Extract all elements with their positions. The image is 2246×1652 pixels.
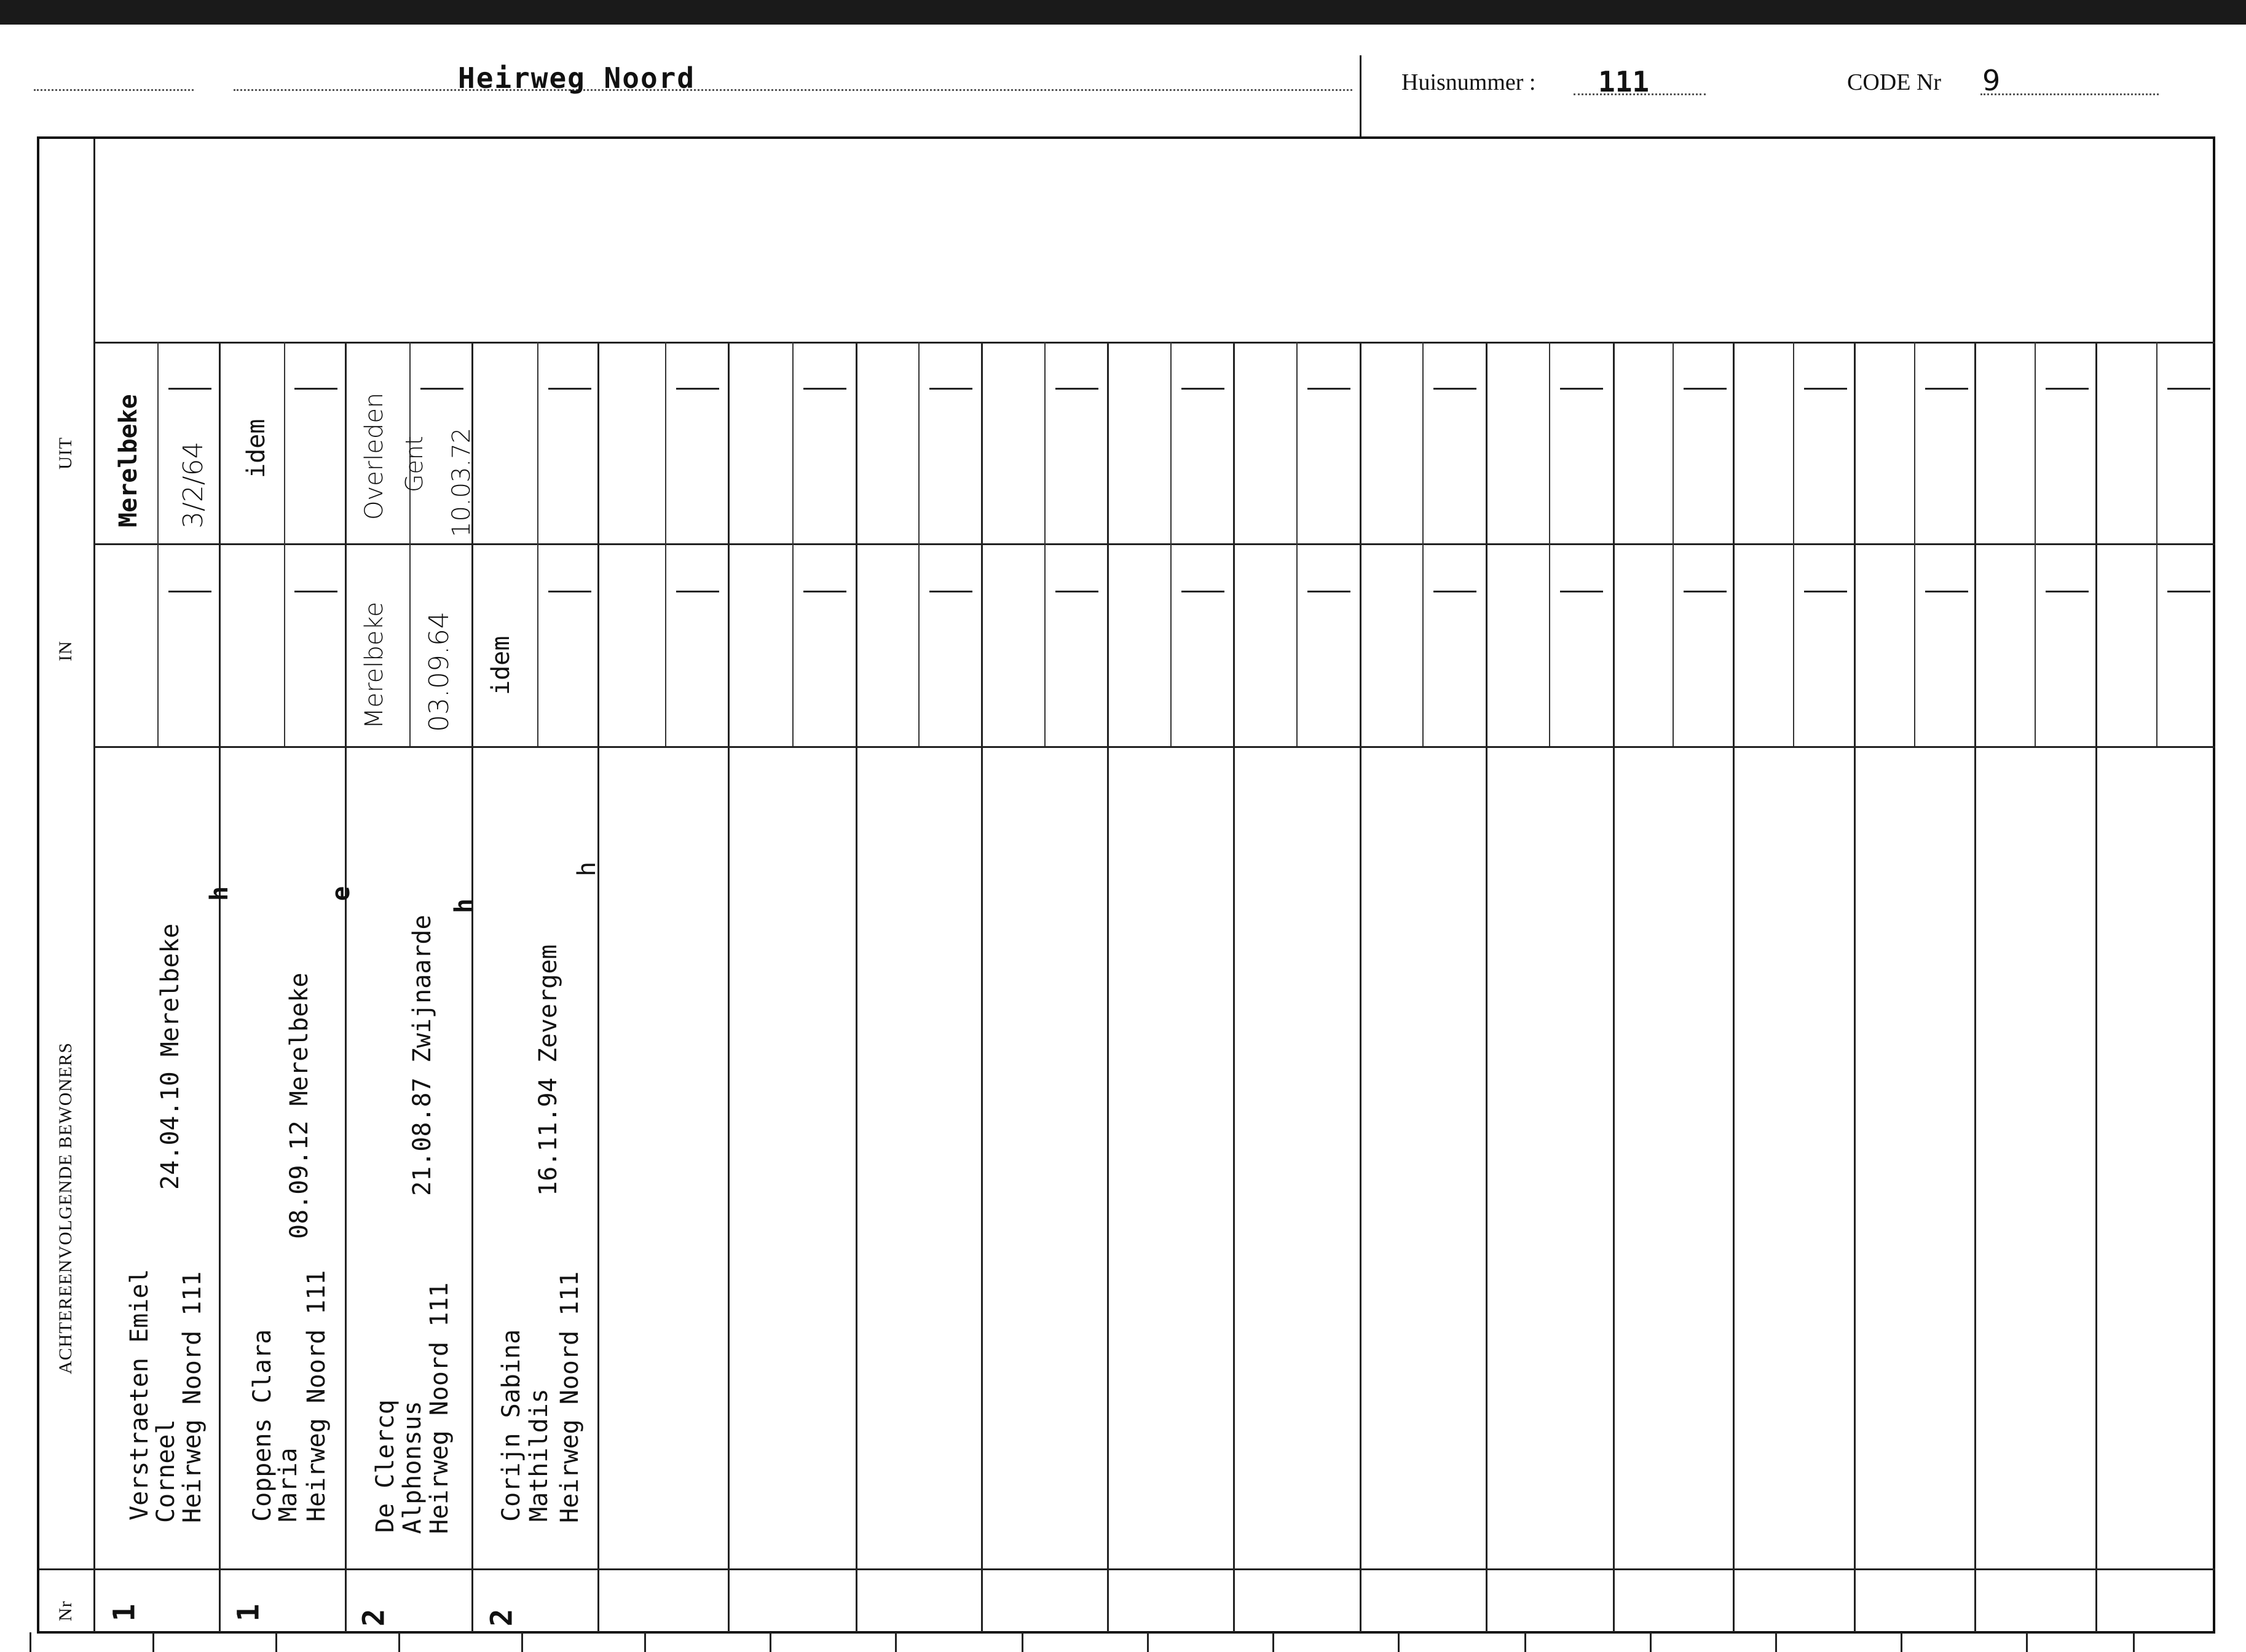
huisnummer-value: 111 <box>1598 65 1650 98</box>
empty-cell-dash <box>1181 591 1224 592</box>
resident-1-birth: 24.04.10 Merelbeke <box>156 923 184 1190</box>
column-divider <box>1854 342 1856 1632</box>
resident-3-in-place: Merelbeke <box>360 602 388 729</box>
bottom-tick <box>1901 1632 1902 1652</box>
resident-1-name-line1: Verstraeten Emiel <box>125 1268 154 1520</box>
row-divider-uit-top <box>93 342 2215 344</box>
bottom-tick <box>1650 1632 1652 1652</box>
column-divider <box>728 342 730 1632</box>
subcolumn-divider <box>409 342 411 746</box>
column-divider <box>1974 342 1976 1632</box>
bottom-tick <box>30 1632 31 1652</box>
row-divider-in-top <box>93 543 2215 545</box>
subcolumn-divider <box>537 342 538 746</box>
subcolumn-divider <box>284 342 285 746</box>
resident-2-uit-place: idem <box>242 419 270 478</box>
bottom-tick <box>1775 1632 1777 1652</box>
subcolumn-divider <box>792 342 794 746</box>
subcolumn-divider <box>665 342 666 746</box>
resident-2-name-line1: Coppens Clara <box>248 1329 277 1522</box>
resident-2-mark: e <box>327 886 355 901</box>
empty-cell-dash <box>1804 388 1847 390</box>
row-label-in: IN <box>55 640 76 661</box>
empty-cell-dash <box>929 388 972 390</box>
street-name: Heirweg Noord <box>458 61 696 95</box>
empty-cell-dash <box>676 591 719 592</box>
header-divider <box>1360 55 1361 138</box>
code-value: 9 <box>1982 64 2001 97</box>
empty-cell-dash <box>1684 388 1727 390</box>
bottom-tick <box>2133 1632 2135 1652</box>
column-divider <box>1233 342 1235 1632</box>
resident-1-uit-date: 3/2/64 <box>178 441 209 529</box>
resident-1-address: Heirweg Noord 111 <box>178 1271 207 1523</box>
empty-cell-dash <box>294 591 337 592</box>
label-column-divider <box>93 139 95 1632</box>
bottom-tick <box>2026 1632 2028 1652</box>
column-divider <box>2095 342 2097 1632</box>
resident-2-nr: 1 <box>231 1603 266 1622</box>
resident-3-uit-place2: Gent <box>401 436 428 492</box>
empty-cell-dash <box>1181 388 1224 390</box>
code-label: CODE Nr <box>1847 69 1942 95</box>
column-divider <box>1613 342 1615 1632</box>
empty-cell-dash <box>168 591 211 592</box>
column-divider <box>219 342 221 1632</box>
resident-3-mark: h <box>450 898 478 913</box>
bottom-tick <box>770 1632 771 1652</box>
empty-cell-dash <box>2046 388 2089 390</box>
resident-1-nr: 1 <box>107 1603 142 1622</box>
empty-cell-dash <box>294 388 337 390</box>
subcolumn-divider <box>1549 342 1550 746</box>
column-divider <box>1486 342 1487 1632</box>
row-label-nr: Nr <box>55 1600 76 1621</box>
column-divider <box>981 342 983 1632</box>
resident-3-address: Heirweg Noord 111 <box>425 1282 454 1534</box>
resident-3-name-line1: De Clercq <box>371 1399 400 1533</box>
resident-4-name-line1: Corijn Sabina <box>497 1329 526 1522</box>
resident-1-name-line2: Corneel <box>152 1419 180 1523</box>
bottom-tick <box>1147 1632 1149 1652</box>
row-label-uit: UIT <box>55 437 76 470</box>
empty-cell-dash <box>168 388 211 390</box>
empty-cell-dash <box>1925 591 1968 592</box>
empty-cell-dash <box>548 591 591 592</box>
huisnummer-label: Huisnummer : <box>1401 69 1536 95</box>
row-divider-nr-top <box>39 1568 2215 1570</box>
resident-1-mark: h <box>205 886 234 901</box>
subcolumn-divider <box>2156 342 2157 746</box>
column-divider <box>856 342 857 1632</box>
empty-cell-dash <box>676 388 719 390</box>
empty-cell-dash <box>803 388 846 390</box>
resident-3-uit-date: 10.03.72 <box>447 427 476 537</box>
column-divider <box>1360 342 1361 1632</box>
row-divider-bewoners-top <box>93 746 2215 748</box>
subcolumn-divider <box>1914 342 1915 746</box>
empty-cell-dash <box>803 591 846 592</box>
subcolumn-divider <box>1296 342 1298 746</box>
empty-cell-dash <box>420 388 463 390</box>
empty-cell-dash <box>1055 388 1098 390</box>
empty-cell-dash <box>929 591 972 592</box>
bottom-tick <box>1524 1632 1526 1652</box>
resident-4-in-place: idem <box>487 635 515 695</box>
empty-cell-dash <box>1804 591 1847 592</box>
subcolumn-divider <box>1044 342 1046 746</box>
residents-register-table <box>37 136 2215 1634</box>
column-divider <box>1733 342 1735 1632</box>
empty-cell-dash <box>1925 388 1968 390</box>
resident-3-in-date: 03.09.64 <box>424 612 455 732</box>
empty-cell-dash <box>1055 591 1098 592</box>
row-label-bewoners: ACHTEREENVOLGENDE BEWONERS <box>55 1042 76 1374</box>
resident-4-mark: h <box>573 861 601 876</box>
subcolumn-divider <box>2035 342 2036 746</box>
resident-4-name-line2: Mathildis <box>525 1388 553 1522</box>
empty-cell-dash <box>1433 591 1476 592</box>
bottom-tick <box>895 1632 897 1652</box>
subcolumn-divider <box>1673 342 1674 746</box>
bottom-tick <box>398 1632 400 1652</box>
column-divider <box>345 342 347 1632</box>
empty-cell-dash <box>2167 591 2210 592</box>
resident-4-birth: 16.11.94 Zevergem <box>534 944 562 1196</box>
empty-cell-dash <box>1433 388 1476 390</box>
bottom-tick <box>1022 1632 1023 1652</box>
empty-cell-dash <box>1560 388 1603 390</box>
bottom-tick <box>1272 1632 1274 1652</box>
resident-4-nr: 2 <box>484 1608 519 1627</box>
resident-2-address: Heirweg Noord 111 <box>302 1270 331 1522</box>
resident-3-uit-place: Overleden <box>360 392 388 520</box>
resident-4-address: Heirweg Noord 111 <box>556 1271 584 1523</box>
resident-1-uit-place: Merelbeke <box>114 394 143 527</box>
bottom-tick <box>275 1632 277 1652</box>
empty-cell-dash <box>1307 591 1350 592</box>
subcolumn-divider <box>1170 342 1172 746</box>
column-divider <box>597 342 599 1632</box>
subcolumn-divider <box>157 342 159 746</box>
code-dotline <box>1980 93 2159 95</box>
column-divider <box>1107 342 1109 1632</box>
header-dotline-left <box>34 89 194 91</box>
subcolumn-divider <box>1422 342 1424 746</box>
scan-top-edge <box>0 0 2246 25</box>
resident-2-name-line2: Maria <box>274 1447 302 1522</box>
resident-3-birth: 21.08.87 Zwijnaarde <box>408 914 436 1196</box>
resident-3-nr: 2 <box>357 1608 392 1627</box>
bottom-tick <box>152 1632 154 1652</box>
header-dotline-street <box>234 89 1352 91</box>
empty-cell-dash <box>2167 388 2210 390</box>
bottom-tick <box>521 1632 523 1652</box>
bottom-tick <box>1398 1632 1400 1652</box>
resident-3-name-line2: Alphonsus <box>398 1401 427 1534</box>
empty-cell-dash <box>1560 591 1603 592</box>
empty-cell-dash <box>1684 591 1727 592</box>
subcolumn-divider <box>1793 342 1794 746</box>
subcolumn-divider <box>918 342 920 746</box>
empty-cell-dash <box>548 388 591 390</box>
resident-2-birth: 08.09.12 Merelbeke <box>285 972 313 1239</box>
bottom-tick <box>644 1632 646 1652</box>
empty-cell-dash <box>2046 591 2089 592</box>
empty-cell-dash <box>1307 388 1350 390</box>
